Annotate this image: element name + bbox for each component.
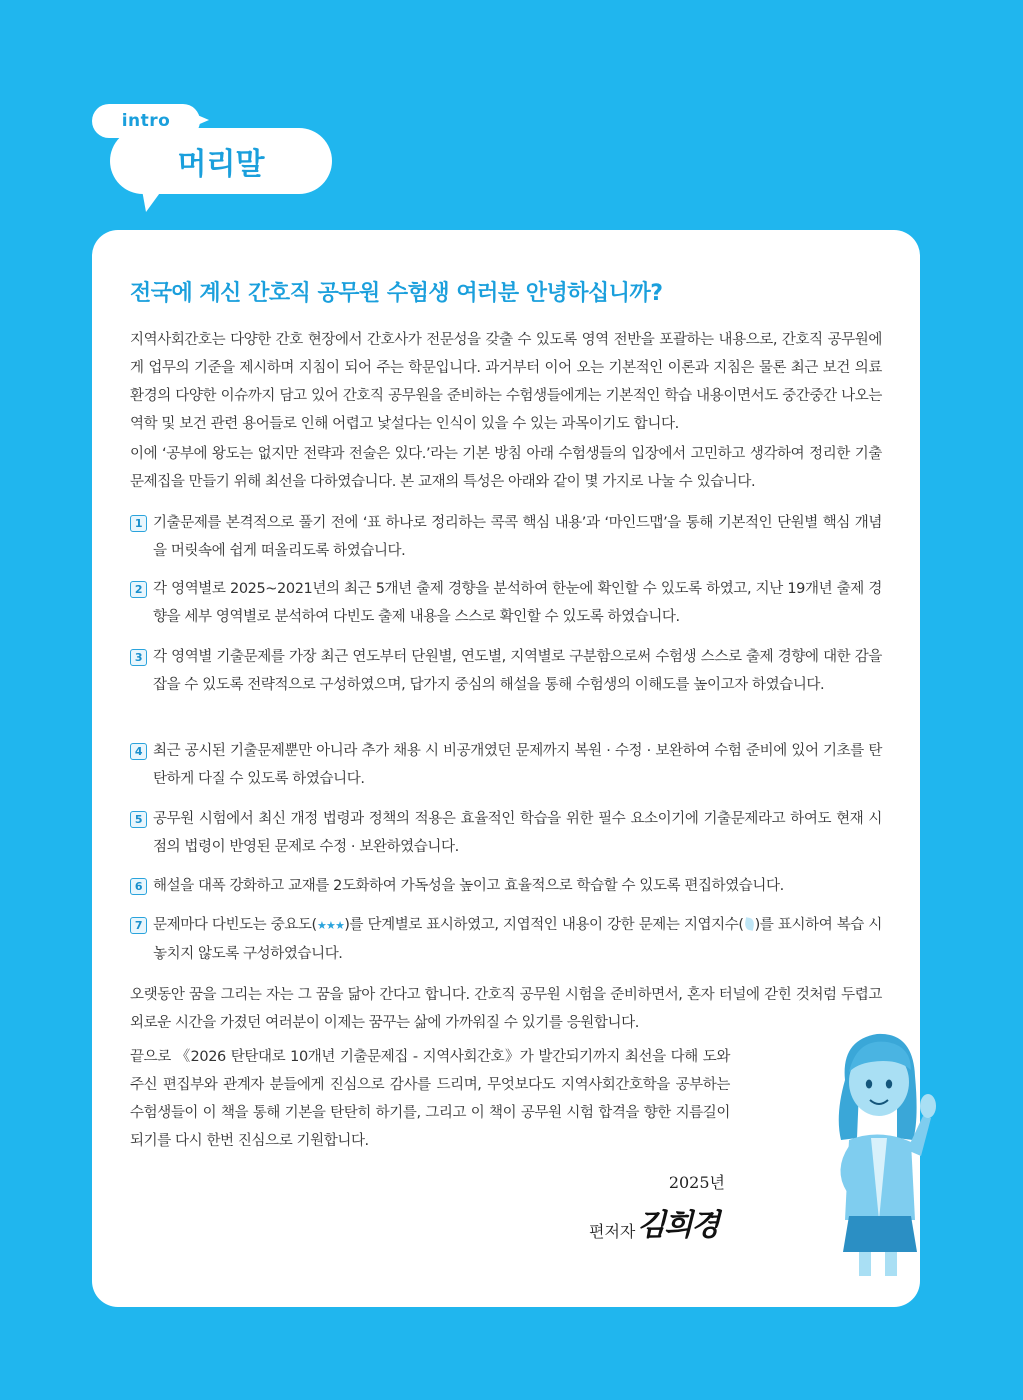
number-badge: 2: [130, 581, 147, 598]
list-item: [130, 643, 882, 699]
leaf-icon: [744, 917, 755, 930]
publication-year: 2025년: [668, 1173, 725, 1192]
paragraph-encouragement: 오랫동안 꿈을 그리는 자는 그 꿈을 닮아 간다고 합니다. 간호직 공무원 시험을 준비하면서, 혼자 터널에 갇힌 것처럼 두렵고 외로운 시간을 가졌던 여러분이 이제는 꿈꾸는 삶에 가까워질 수 있기를 응원합니다.: [130, 987, 882, 1031]
page-title: 머리말: [110, 128, 332, 194]
intro-label: intro: [92, 104, 200, 138]
author-signature: 김희경: [637, 1208, 718, 1243]
list-item: [130, 805, 882, 861]
list-item: [130, 509, 882, 565]
number-badge: 6: [130, 878, 147, 895]
list-item: [130, 872, 882, 900]
paragraph-acknowledgement: 끝으로 《2026 탄탄대로 10개년 기출문제집 - 지역사회간호》가 발간되기까지 최선을 다해 도와주신 편집부와 관계자 분들에게 진심으로 감사를 드리며, 무엇보다도 지역사회간호학을 공부하는 수험생들이 이 책을 통해 기본을 탄탄히 하기를, 그리고 이 책이 공무원 시험 합격을 향한 지름길이 되기를 다시 한번 진심으로 기원합니다.: [130, 1049, 730, 1149]
list-item-text-part: )를 표시하여 복습 시 놓치지 않도록 구성하였습니다.: [153, 917, 883, 962]
list-item-text: 각 영역별 기출문제를 가장 최근 연도부터 단원별, 연도별, 지역별로 구분함으로써 수험생 스스로 출제 경향에 대한 감을 잡을 수 있도록 전략적으로 구성하였으며, 답가지 중심의 해설을 통해 수험생의 이해도를 높이고자 하였습니다.: [153, 649, 882, 693]
number-badge: 4: [130, 743, 147, 760]
list-item-text: 각 영역별로 2025~2021년의 최근 5개년 출제 경향을 분석하여 한눈에 확인할 수 있도록 하였고, 지난 19개년 출제 경향을 세부 영역별로 분석하여 다빈도 출제 내용을 스스로 확인할 수 있도록 하였습니다.: [153, 581, 882, 625]
list-item-text-part: )를 단계별로 표시하였고, 지엽적인 내용이 강한 문제는 지엽지수(: [344, 917, 744, 933]
list-item-text: 기출문제를 본격적으로 풀기 전에 ‘표 하나로 정리하는 콕콕 핵심 내용’과 ‘마인드맵’을 통해 기본적인 단원별 핵심 개념을 머릿속에 쉽게 떠올리도록 하였습니다.: [153, 515, 882, 559]
paragraph-intro: 지역사회간호는 다양한 간호 현장에서 간호사가 전문성을 갖출 수 있도록 영역 전반을 포괄하는 내용으로, 간호직 공무원에게 업무의 기준을 제시하며 지침이 되어 주는 학문입니다. 과거부터 이어 오는 기본적인 이론과 지침은 물론 최근 보건 의료 환경의 다양한 이슈까지 담고 있어 간호직 공무원을 준비하는 수험생들에게는 기본적인 학습 내용이면서도 중간중간 나오는 역학 및 보건 관련 용어들로 인해 어렵고 낯설다는 인식이 있을 수 있는 과목이기도 합니다.: [130, 332, 882, 432]
list-item: [130, 911, 882, 968]
paragraph-approach: 이에 ‘공부에 왕도는 없지만 전략과 전술은 있다.’라는 기본 방침 아래 수험생들의 입장에서 고민하고 생각하여 정리한 기출문제집을 만들기 위해 최선을 다하였습니다. 본 교재의 특성은 아래와 같이 몇 가지로 나눌 수 있습니다.: [130, 446, 882, 490]
list-item-text-part: 문제마다 다빈도는 중요도(: [153, 917, 317, 933]
number-badge: 1: [130, 515, 147, 532]
number-badge: 3: [130, 649, 147, 666]
list-item-text: 최근 공시된 기출문제뿐만 아니라 추가 채용 시 비공개였던 문제까지 복원 · 수정 · 보완하여 수험 준비에 있어 기초를 탄탄하게 다질 수 있도록 하였습니다.: [153, 743, 882, 787]
waving-character-illustration: [827, 1020, 937, 1280]
number-badge: 5: [130, 811, 147, 828]
number-badge: 7: [130, 917, 147, 934]
author-label: 편저자: [589, 1222, 636, 1241]
list-item: [130, 575, 882, 631]
list-item-text: 공무원 시험에서 최신 개정 법령과 정책의 적용은 효율적인 학습을 위한 필수 요소이기에 기출문제라고 하여도 현재 시점의 법령이 반영된 문제로 수정 · 보완하였습니다.: [153, 811, 882, 855]
star-icon: ★★★: [316, 919, 345, 932]
headline: 전국에 계신 간호직 공무원 수험생 여러분 안녕하십니까?: [130, 281, 663, 306]
list-item-text: [130, 911, 882, 968]
content-card: [92, 230, 920, 1307]
list-item: [130, 737, 882, 793]
list-item-text: 해설을 대폭 강화하고 교재를 2도화하여 가독성을 높이고 효율적으로 학습할 수 있도록 편집하였습니다.: [153, 878, 784, 894]
